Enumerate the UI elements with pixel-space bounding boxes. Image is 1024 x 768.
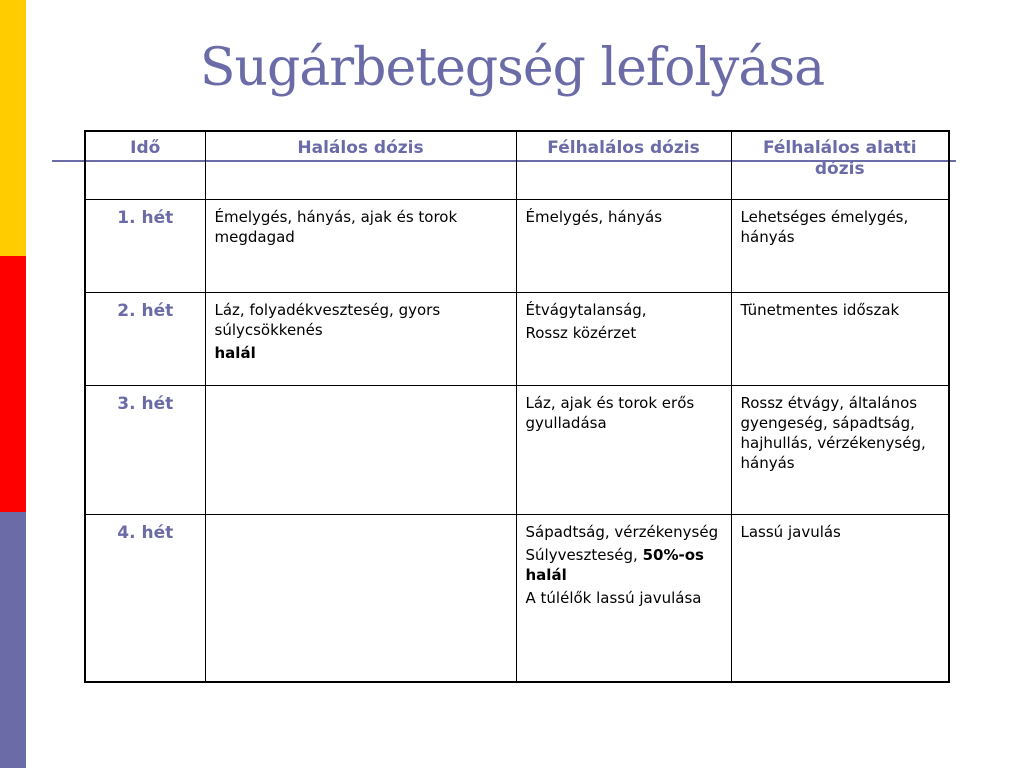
accent-bar-blue xyxy=(0,512,26,768)
cell-time: 2. hét xyxy=(85,292,205,385)
cell-line: halál xyxy=(214,343,256,362)
cell-text-part: 50%-os halál xyxy=(525,545,704,584)
cell-line: Lassú javulás xyxy=(740,522,841,541)
symptom-table xyxy=(84,130,950,683)
cell-sub-half-lethal xyxy=(731,199,949,292)
slide-title: Sugárbetegség lefolyása xyxy=(199,38,825,98)
header-half-lethal-dose: Félhalálos dózis xyxy=(516,131,731,199)
cell-line: Rossz étvágy, általános gyengeség, sápadtság, hajhullás, vérzékenység, hányás xyxy=(740,393,926,472)
cell-line: Tünetmentes időszak xyxy=(740,300,900,319)
cell-lethal xyxy=(205,514,516,682)
table-row xyxy=(85,292,949,385)
cell-half-lethal xyxy=(516,514,731,682)
cell-sub-half-lethal xyxy=(731,385,949,514)
accent-bar-red xyxy=(0,256,26,512)
table-row xyxy=(85,199,949,292)
cell-line: Láz, ajak és torok erős gyulladása xyxy=(525,393,695,432)
table-body xyxy=(85,199,949,682)
cell-sub-half-lethal xyxy=(731,514,949,682)
cell-line: Rossz közérzet xyxy=(525,323,637,342)
cell-half-lethal xyxy=(516,385,731,514)
table-row xyxy=(85,514,949,682)
cell-half-lethal xyxy=(516,199,731,292)
header-lethal-dose: Halálos dózis xyxy=(205,131,516,199)
cell-sub-half-lethal xyxy=(731,292,949,385)
cell-line: Émelygés, hányás xyxy=(525,207,663,226)
cell-line: Láz, folyadékveszteség, gyors súlycsökkenés xyxy=(214,300,441,339)
cell-line: A túlélők lassú javulása xyxy=(525,588,702,607)
cell-time: 4. hét xyxy=(85,514,205,682)
cell-half-lethal xyxy=(516,292,731,385)
cell-lethal xyxy=(205,199,516,292)
table-row xyxy=(85,385,949,514)
table-header-row xyxy=(85,131,949,199)
cell-line: Sápadtság, vérzékenység xyxy=(525,522,719,541)
cell-time: 1. hét xyxy=(85,199,205,292)
cell-line: Émelygés, hányás, ajak és torok megdagad xyxy=(214,207,458,246)
cell-line xyxy=(526,545,722,585)
header-time: Idő xyxy=(85,131,205,199)
cell-line: Lehetséges émelygés, hányás xyxy=(740,207,909,246)
header-sub-half-lethal-dose: Félhalálos alatti dózis xyxy=(731,131,949,199)
cell-lethal xyxy=(205,385,516,514)
cell-lethal xyxy=(205,292,516,385)
cell-line: Étvágytalanság, xyxy=(525,300,647,319)
cell-time: 3. hét xyxy=(85,385,205,514)
cell-text-part: Súlyveszteség, xyxy=(525,545,643,564)
